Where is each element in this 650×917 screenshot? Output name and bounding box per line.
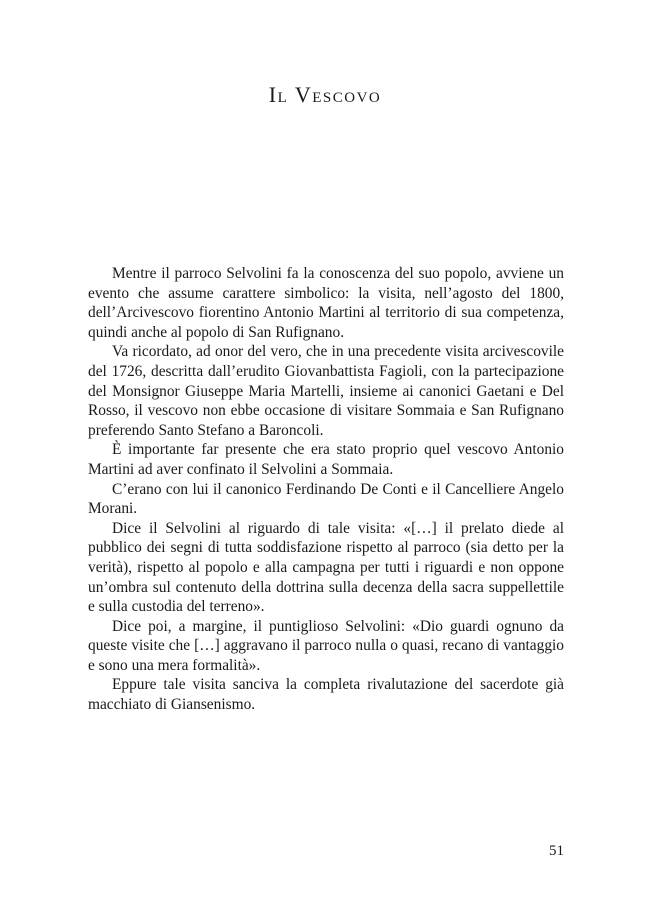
paragraph: Dice il Selvolini al riguardo di tale visita: «[…] il prelato diede al pubblico dei segni di tutta soddisfazione rispetto al parroco (sia detto per la verità), rispetto al popolo e alla campagna per tutti i riguardi e non oppone un’ombra sul contenuto della dottrina sulla decenza della sacra suppellettile e sulla custodia del terreno». bbox=[88, 519, 564, 616]
paragraph: Mentre il parroco Selvolini fa la conoscenza del suo popolo, avviene un evento che assume carattere simbolico: la visita, nell’agosto del 1800, dell’Arcivescovo fiorentino Antonio Martini al territorio di sua competenza, quindi anche al popolo di San Rufignano. bbox=[88, 265, 564, 341]
paragraph: È importante far presente che era stato proprio quel vescovo Antonio Martini ad aver confinato il Selvolini a Sommaia. bbox=[88, 441, 564, 478]
page-number: 51 bbox=[549, 843, 564, 859]
paragraph: Dice poi, a margine, il puntiglioso Selvolini: «Dio guardi ognuno da queste visite che […] aggravano il parroco nulla o quasi, recano di vantaggio e sono una mera formalità». bbox=[88, 617, 564, 674]
chapter-title: Il Vescovo bbox=[268, 82, 382, 107]
body-text bbox=[88, 264, 564, 715]
paragraph: Eppure tale visita sanciva la completa rivalutazione del sacerdote già macchiato di Giansenismo. bbox=[88, 676, 564, 714]
paragraph: C’erano con lui il canonico Ferdinando De Conti e il Cancelliere Angelo Morani. bbox=[88, 480, 564, 518]
paragraph: Va ricordato, ad onor del vero, che in una precedente visita arcivescovile del 1726, descritta dall’erudito Giovanbattista Fagioli, con la partecipazione del Monsignor Giuseppe Maria Martelli, insieme ai canonici Gaetani e Del Rosso, il vescovo non ebbe occasione di visitare Sommaia e San Rufignano preferendo Santo Stefano a Baroncoli. bbox=[88, 343, 564, 439]
